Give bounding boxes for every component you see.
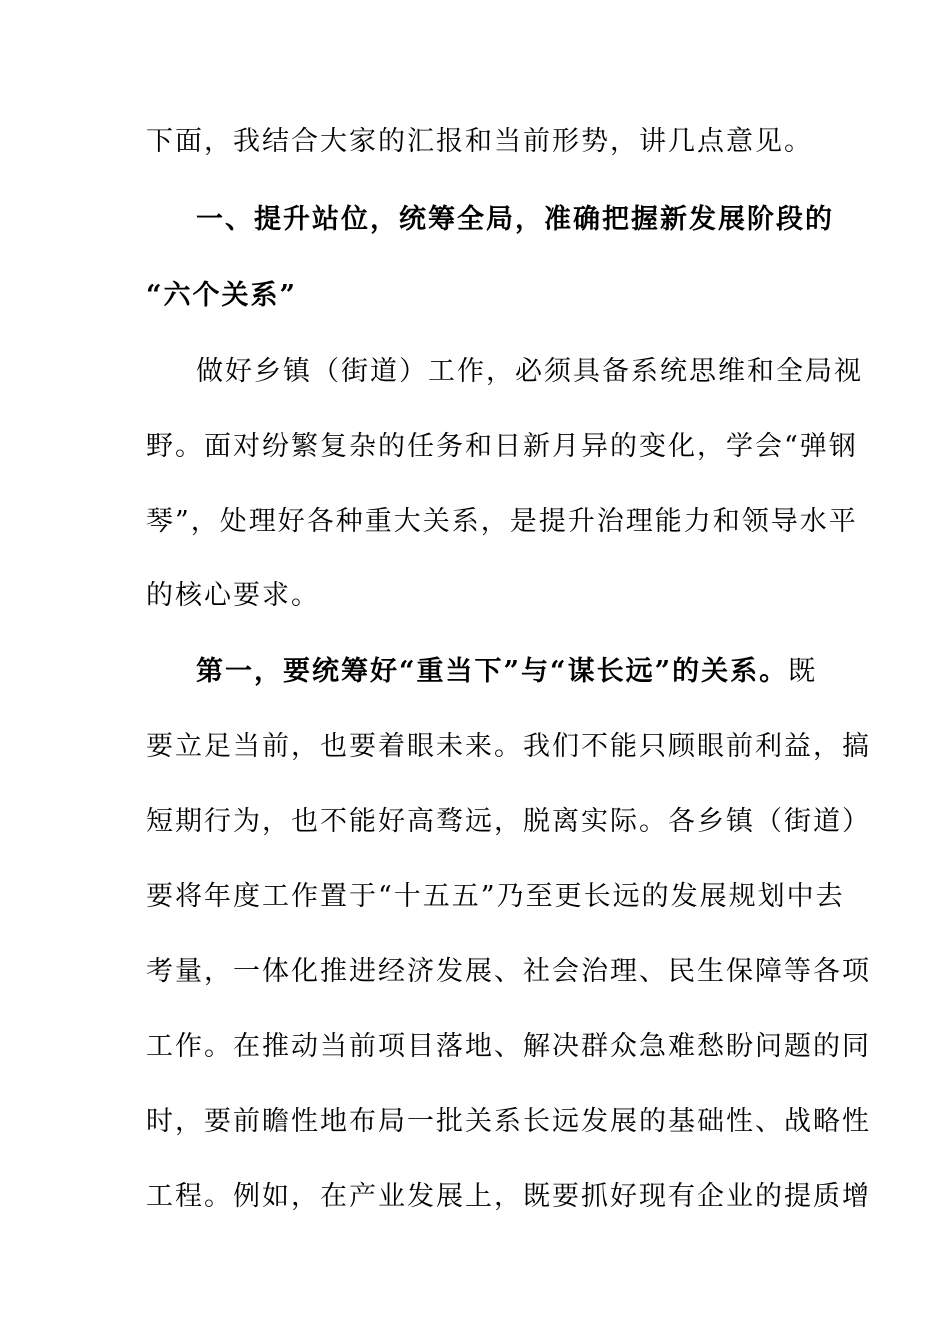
section-heading-line: “六个关系”	[146, 280, 298, 311]
paragraph-line: 做好乡镇（街道）工作，必须具备系统思维和全局视	[196, 356, 863, 387]
paragraph-line: 短期行为，也不能好高骛远，脱离实际。各乡镇（街道）	[146, 806, 871, 837]
paragraph-line: 琴”，处理好各种重大关系，是提升治理能力和领导水平	[146, 506, 858, 537]
paragraph-line: 下面，我结合大家的汇报和当前形势，讲几点意见。	[146, 126, 813, 157]
paragraph-line: 要将年度工作置于“十五五”乃至更长远的发展规划中去	[146, 881, 845, 912]
paragraph-line: 考量，一体化推进经济发展、社会治理、民生保障等各项	[146, 956, 871, 987]
paragraph-line: 工作。在推动当前项目落地、解决群众急难愁盼问题的同	[146, 1031, 871, 1062]
subheading-tail-text: 既	[788, 656, 818, 687]
paragraph-line: 野。面对纷繁复杂的任务和日新月异的变化，学会“弹钢	[146, 431, 858, 462]
paragraph-line: 要立足当前，也要着眼未来。我们不能只顾眼前利益，搞	[146, 731, 871, 762]
paragraph-line: 的核心要求。	[146, 580, 320, 611]
subheading-bold-text: 第一，要统筹好“重当下”与“谋长远”的关系。	[196, 656, 789, 687]
paragraph-line: 工程。例如，在产业发展上，既要抓好现有企业的提质增	[146, 1181, 871, 1212]
subheading-line	[196, 652, 836, 692]
paragraph-line: 时，要前瞻性地布局一批关系长远发展的基础性、战略性	[146, 1106, 871, 1137]
section-heading-line: 一、提升站位，统筹全局，准确把握新发展阶段的	[196, 204, 834, 235]
